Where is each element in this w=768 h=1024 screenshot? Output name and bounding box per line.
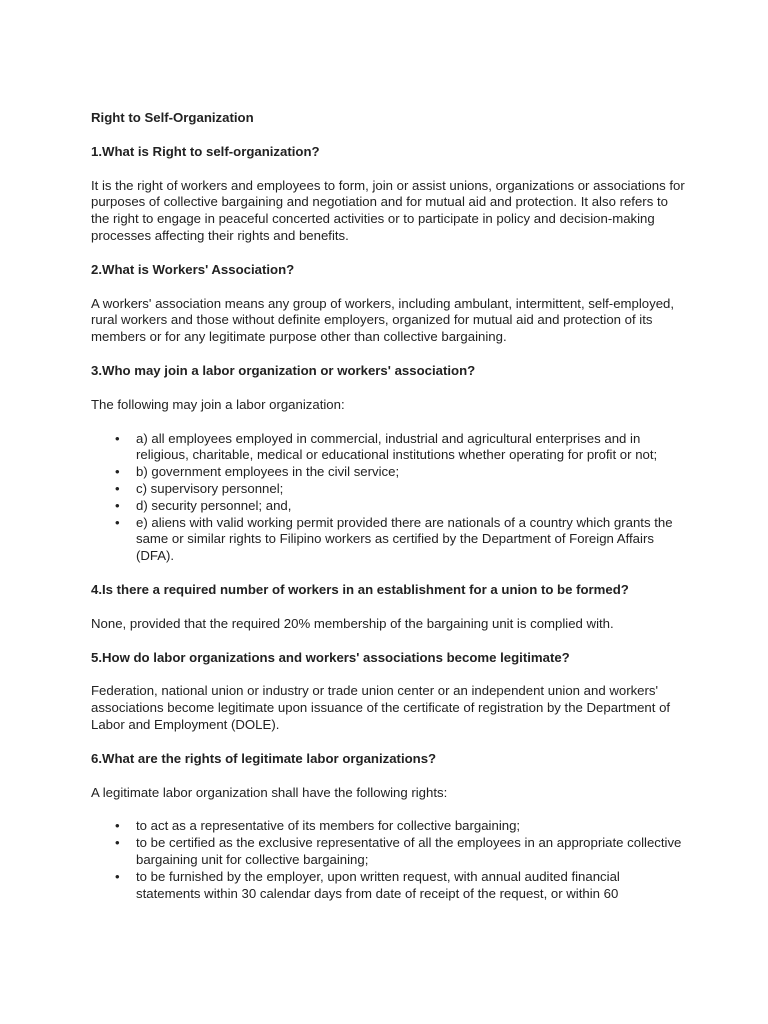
bullet-icon: • [115, 430, 120, 446]
bullet-icon: • [115, 464, 120, 480]
list-item [115, 480, 686, 498]
answer-paragraph-4: None, provided that the required 20% membership of the bargaining unit is complied with. [91, 615, 614, 631]
document-title: Right to Self-Organization [91, 110, 254, 125]
organization-rights-list [91, 818, 686, 902]
list-item [115, 430, 686, 465]
answer-paragraph-1: It is the right of workers and employees to form, join or assist unions, organizations or associations for purposes of collective bargaining and negotiation and for mutual aid and protection. It also refers to the right to engage in peaceful concerted activities or to participate in policy and decision-making processes affecting their rights and benefits. [91, 177, 685, 243]
question-heading-4: 4.Is there a required number of workers in an establishment for a union to be formed? [91, 581, 629, 597]
bullet-icon: • [115, 497, 120, 513]
question-heading-6: 6.What are the rights of legitimate labor organizations? [91, 750, 437, 766]
list-item-text: to act as a representative of its members for collective bargaining; [136, 818, 521, 834]
list-item-text: d) security personnel; and, [136, 497, 292, 513]
list-item-text: a) all employees employed in commercial, industrial and agricultural enterprises and in religious, charitable, medical or educational institutions whether operating for profit or not; [136, 430, 658, 463]
list-item-text: c) supervisory personnel; [136, 480, 284, 496]
eligible-members-list [91, 431, 686, 565]
list-item [115, 464, 686, 481]
bullet-icon: • [115, 480, 120, 496]
list-item [115, 835, 686, 869]
list-item [115, 514, 686, 565]
question-heading-1: 1.What is Right to self-organization? [91, 143, 320, 159]
document-page [91, 110, 686, 902]
answer-paragraph-6: A legitimate labor organization shall have the following rights: [91, 784, 448, 800]
list-item [115, 868, 686, 903]
bullet-icon: • [115, 835, 120, 851]
list-item-text: b) government employees in the civil service; [136, 464, 400, 480]
bullet-icon: • [115, 868, 120, 884]
list-item-text: to be certified as the exclusive representative of all the employees in an appropriate collective bargaining unit for collective bargaining; [136, 835, 682, 867]
list-item [115, 818, 686, 835]
answer-paragraph-5: Federation, national union or industry or trade union center or an independent union and workers' associations become legitimate upon issuance of the certificate of registration by the Department of Labor and Employment (DOLE). [91, 683, 671, 732]
question-heading-2: 2.What is Workers' Association? [91, 261, 295, 277]
answer-paragraph-2: A workers' association means any group of workers, including ambulant, intermittent, self-employed, rural workers and those without definite employers, organized for mutual aid and protection of its members or for any legitimate purpose other than collective bargaining. [91, 295, 675, 345]
bullet-icon: • [115, 818, 120, 834]
list-item-text: to be furnished by the employer, upon written request, with annual audited financial statements within 30 calendar days from date of receipt of the request, or within 60 [136, 868, 620, 901]
bullet-icon: • [115, 514, 120, 530]
question-heading-5: 5.How do labor organizations and workers' associations become legitimate? [91, 649, 570, 665]
answer-paragraph-3: The following may join a labor organization: [91, 396, 345, 412]
list-item [115, 497, 686, 515]
list-item-text: e) aliens with valid working permit provided there are nationals of a country which grants the same or similar rights to Filipino workers as certified by the Department of Foreign Affairs (DFA). [136, 514, 673, 564]
question-heading-3: 3.Who may join a labor organization or workers' association? [91, 362, 476, 378]
